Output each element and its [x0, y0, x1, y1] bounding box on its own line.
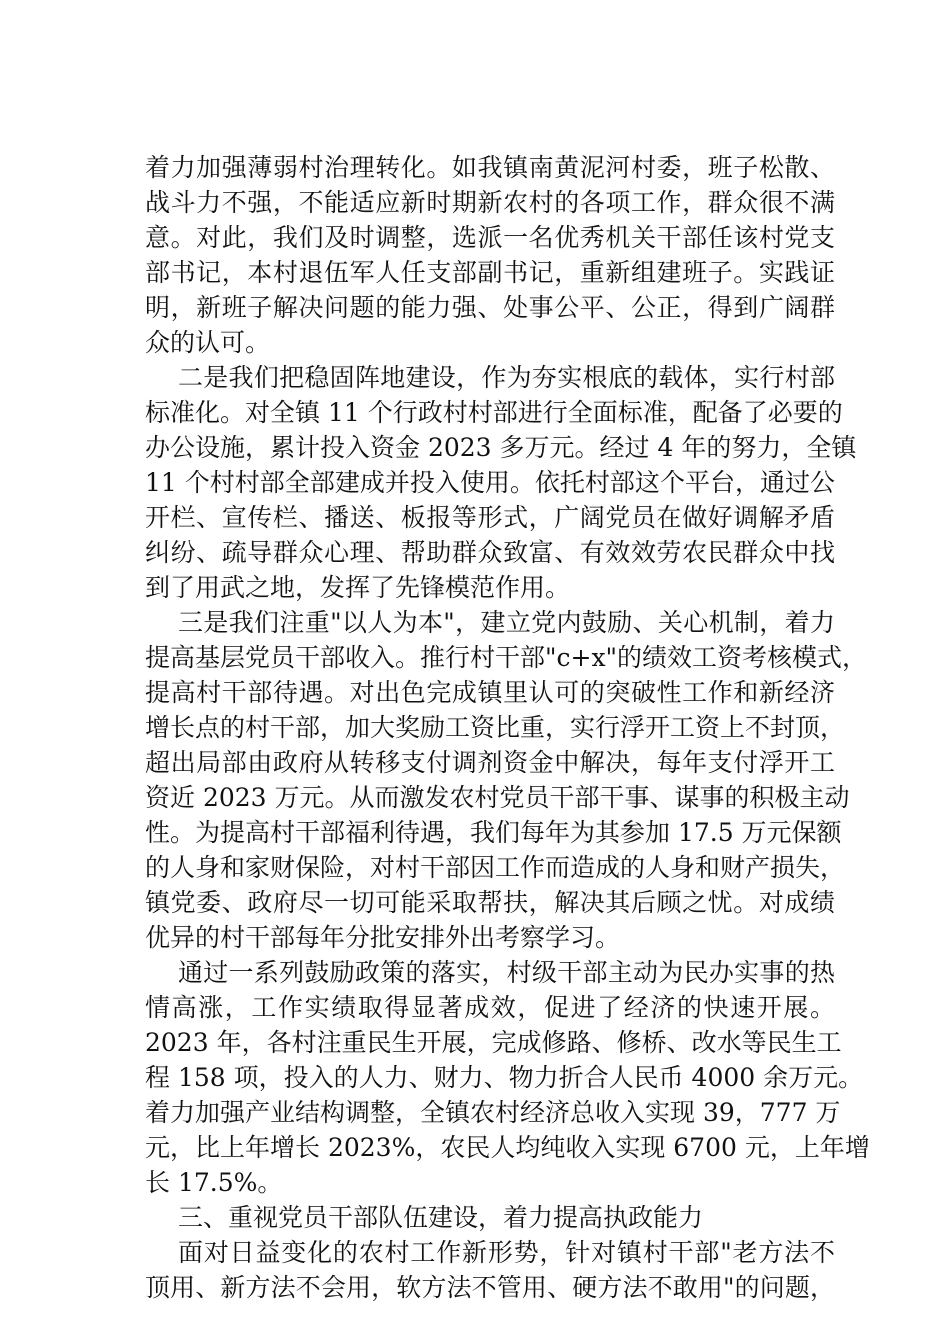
text-line: 资近 2023 万元。从而激发农村党员干部干事、谋事的积极主动 [145, 783, 850, 812]
text-line: 办公设施，累计投入资金 2023 多万元。经过 4 年的努力，全镇 [145, 433, 857, 462]
text-line: 情高涨，工作实绩取得显著成效，促进了经济的快速开展。 [145, 993, 835, 1022]
text-line: 的人身和家财保险，对村干部因工作而造成的人身和财产损失， [145, 853, 846, 882]
text-line: 顶用、新方法不会用，软方法不管用、硬方法不敢用"的问题， [145, 1273, 835, 1302]
text-line: 着力加强产业结构调整，全镇农村经济总收入实现 39，777 万 [145, 1098, 841, 1127]
text-line: 标准化。对全镇 11 个行政村村部进行全面标准，配备了必要的 [145, 398, 843, 427]
text-line: 三、重视党员干部队伍建设，着力提高执政能力 [178, 1203, 704, 1232]
text-line: 提高村干部待遇。对出色完成镇里认可的突破性工作和新经济 [145, 678, 835, 707]
text-line: 明，新班子解决问题的能力强、处事公平、公正，得到广阔群 [145, 293, 835, 322]
text-line: 元，比上年增长 2023%，农民人均纯收入实现 6700 元，上年增 [145, 1133, 870, 1162]
text-line: 纠纷、疏导群众心理、帮助群众致富、有效效劳农民群众中找 [145, 538, 835, 567]
text-line: 优异的村干部每年分批安排外出考察学习。 [145, 923, 621, 952]
text-line: 长 17.5%。 [145, 1168, 283, 1197]
text-line: 开栏、宣传栏、播送、板报等形式，广阔党员在做好调解矛盾 [145, 503, 835, 532]
text-line: 到了用武之地，发挥了先锋模范作用。 [145, 573, 571, 602]
text-line: 程 158 项，投入的人力、财力、物力折合人民币 4000 余万元。 [145, 1063, 864, 1092]
text-line: 2023 年，各村注重民生开展，完成修路、修桥、改水等民生工 [145, 1028, 842, 1057]
text-line: 众的认可。 [145, 328, 271, 357]
text-line: 战斗力不强，不能适应新时期新农村的各项工作，群众很不满 [145, 188, 835, 217]
text-line: 超出局部由政府从转移支付调剂资金中解决，每年支付浮开工 [145, 748, 835, 777]
text-line: 部书记，本村退伍军人任支部副书记，重新组建班子。实践证 [145, 258, 835, 287]
document-body [145, 150, 870, 1305]
text-line: 面对日益变化的农村工作新形势，针对镇村干部"老方法不 [178, 1238, 835, 1267]
text-line: 11 个村村部全部建成并投入使用。依托村部这个平台，通过公 [145, 468, 835, 497]
text-line: 意。对此，我们及时调整，选派一名优秀机关干部任该村党支 [145, 223, 835, 252]
text-line: 性。为提高村干部福利待遇，我们每年为其参加 17.5 万元保额 [145, 818, 842, 847]
text-line: 增长点的村干部，加大奖励工资比重，实行浮开工资上不封顶， [145, 713, 846, 742]
text-line: 三是我们注重"以人为本"，建立党内鼓励、关心机制，着力 [178, 608, 835, 637]
text-line: 通过一系列鼓励政策的落实，村级干部主动为民办实事的热 [178, 958, 835, 987]
text-line: 二是我们把稳固阵地建设，作为夯实根底的载体，实行村部 [178, 363, 835, 392]
text-line: 着力加强薄弱村治理转化。如我镇南黄泥河村委，班子松散、 [145, 153, 835, 182]
text-line: 镇党委、政府尽一切可能采取帮扶，解决其后顾之忧。对成绩 [145, 888, 835, 917]
text-line: 提高基层党员干部收入。推行村干部"c+x"的绩效工资考核模式， [145, 643, 868, 672]
